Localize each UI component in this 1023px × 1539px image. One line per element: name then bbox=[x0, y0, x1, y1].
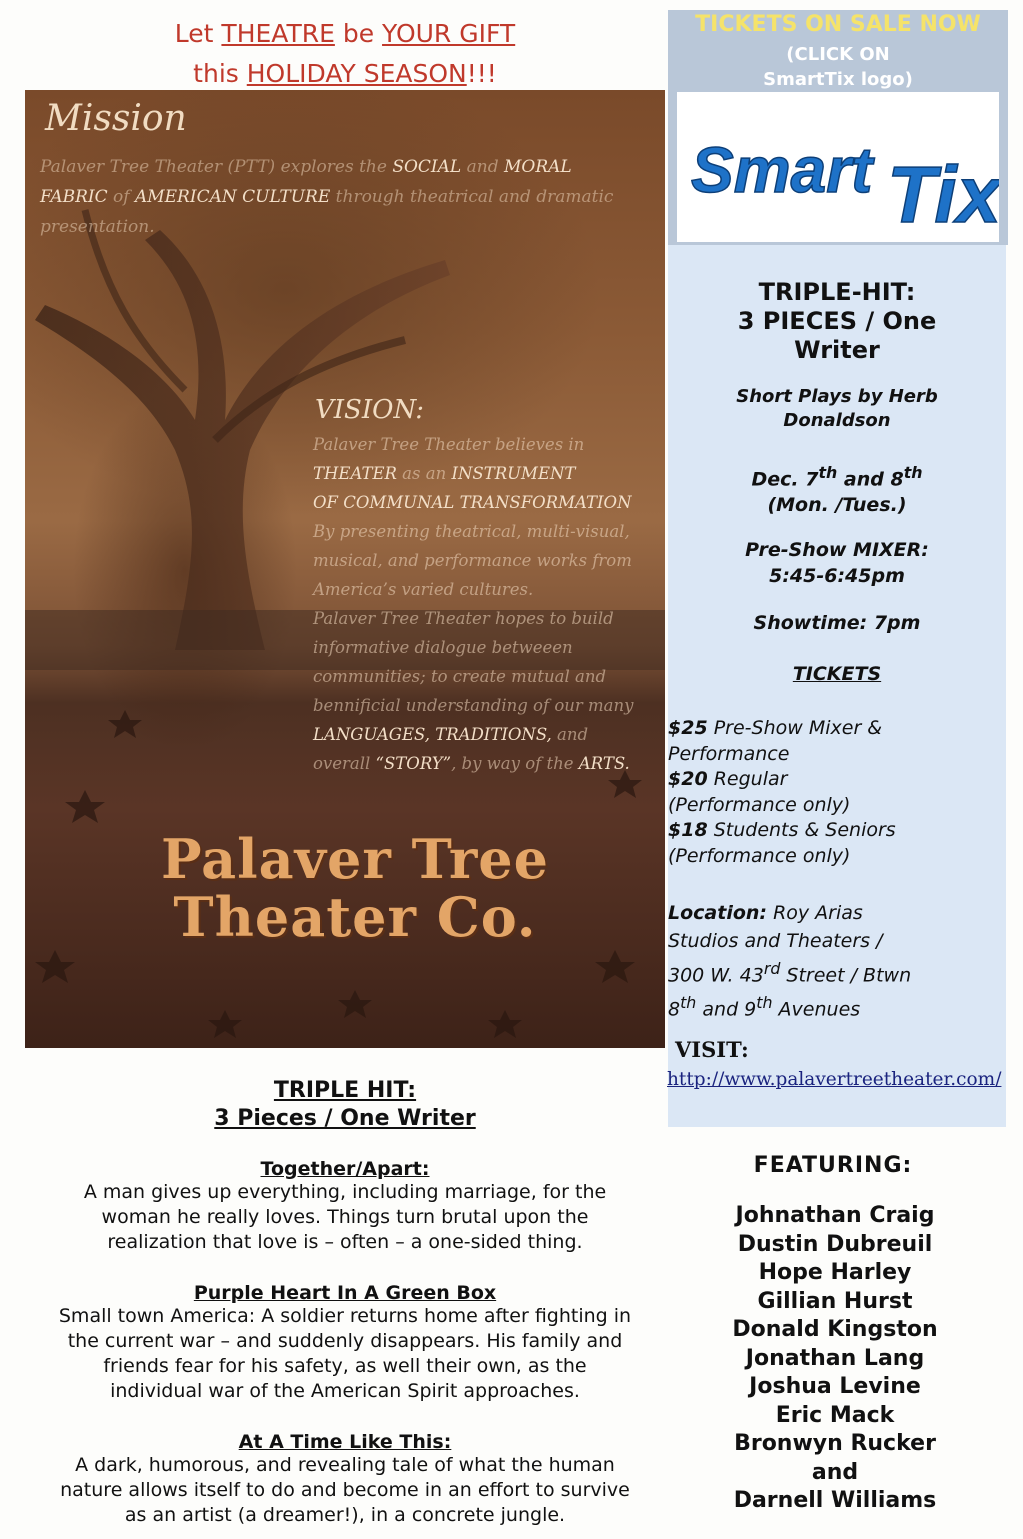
tickets-heading: TICKETS bbox=[792, 663, 882, 685]
tickets-title: TICKETS ON SALE NOW bbox=[695, 12, 981, 37]
company-name-line-2: Theater Co. bbox=[173, 885, 537, 949]
vision-line: musical, and performance works from bbox=[313, 551, 632, 570]
mission-text: Palaver Tree Theater (PTT) explores the SOCIAL and MORAL FABRIC of AMERICAN CULTURE through theatrical and dramatic presentation. bbox=[40, 157, 614, 237]
vision-line: Palaver Tree Theater believes in bbox=[313, 435, 585, 454]
cast-member: Gillian Hurst bbox=[757, 1288, 913, 1314]
smarttix-logo-smart: Smart bbox=[691, 134, 873, 206]
play-item bbox=[20, 1282, 670, 1404]
vision-line: America’s varied cultures. bbox=[313, 580, 534, 599]
cast-member: Eric Mack bbox=[775, 1402, 895, 1428]
pre-show-mixer bbox=[668, 537, 1006, 589]
vision-line: LANGUAGES, TRADITIONS, and bbox=[313, 725, 589, 744]
plays-heading: TRIPLE HIT: bbox=[273, 1078, 417, 1103]
tickets-instruction-line-1: (CLICK ON bbox=[786, 44, 890, 65]
vision-line: OF COMMUNAL TRANSFORMATION bbox=[313, 493, 632, 512]
play-title: Purple Heart In A Green Box bbox=[193, 1282, 497, 1304]
play-item bbox=[20, 1431, 670, 1528]
event-title bbox=[668, 278, 1006, 365]
smarttix-logo bbox=[677, 92, 999, 242]
vision-line: communities; to create mutual and bbox=[313, 667, 607, 686]
plays-subheading: 3 Pieces / One Writer bbox=[214, 1106, 476, 1131]
event-days: (Mon. /Tues.) bbox=[767, 494, 907, 517]
smarttix-logo-tix: Tix bbox=[887, 150, 999, 239]
cast-list bbox=[668, 1202, 1002, 1516]
venue-location: Location: Roy Arias Studios and Theaters / 300 W. 43rd Street / Btwn 8th and 9th Avenues bbox=[668, 902, 912, 1021]
byline-line-1: Short Plays by Herb bbox=[736, 386, 938, 407]
tickets-instruction-line-2: SmartTix logo) bbox=[763, 69, 913, 90]
showtime: Showtime: 7pm bbox=[753, 612, 921, 634]
cast-member: Dustin Dubreuil bbox=[737, 1231, 933, 1257]
cast-member: Darnell Williams bbox=[733, 1488, 937, 1513]
cast-member: Donald Kingston bbox=[732, 1317, 938, 1342]
event-byline bbox=[668, 385, 1006, 433]
cast-member: Bronwyn Rucker bbox=[734, 1431, 936, 1456]
vision-text bbox=[313, 430, 663, 778]
play-item bbox=[20, 1158, 670, 1255]
cast-member: Jonathan Lang bbox=[745, 1345, 925, 1371]
play-title: Together/Apart: bbox=[260, 1158, 430, 1180]
price-item: $18 Students & Seniors (Performance only) bbox=[668, 819, 896, 867]
vision-line: informative dialogue betweeen bbox=[313, 638, 573, 657]
vision-line: overall “STORY”, by way of the ARTS. bbox=[313, 754, 630, 773]
smarttix-logo-link[interactable] bbox=[677, 92, 999, 242]
cast-member: Johnathan Craig bbox=[735, 1203, 935, 1228]
price-item: $20 Regular (Performance only) bbox=[668, 768, 851, 816]
play-description: A dark, humorous, and revealing tale of what the human nature allows itself to do and become in an effort to survive as an artist (a dreamer!), in a concrete jungle. bbox=[60, 1454, 630, 1526]
vision-line: THEATER as an INSTRUMENT bbox=[313, 464, 576, 483]
tickets-instruction bbox=[668, 42, 1008, 92]
company-name-line-1: Palaver Tree bbox=[160, 827, 550, 891]
website-link[interactable]: http://www.palavertreetheater.com/ bbox=[667, 1069, 1002, 1090]
holiday-headline bbox=[20, 14, 670, 94]
headline-line-2: this HOLIDAY SEASON!!! bbox=[193, 59, 497, 88]
byline-line-2: Donaldson bbox=[783, 410, 891, 431]
play-description: A man gives up everything, including marriage, for the woman he really loves. Things turn brutal upon the realization that love is – often – a one-sided thing. bbox=[83, 1181, 607, 1253]
play-description: Small town America: A soldier returns home after fighting in the current war – and suddenly disappears. His family and friends fear for his safety, as well their own, as the individual war of the American Spirit approaches. bbox=[58, 1305, 632, 1402]
mission-title: Mission bbox=[45, 98, 187, 139]
vision-line: bennificial understanding of our many bbox=[313, 696, 634, 715]
cast-conjunction: and bbox=[811, 1459, 859, 1485]
play-title: At A Time Like This: bbox=[238, 1431, 452, 1453]
event-title-line-3: Writer bbox=[794, 336, 880, 364]
vision-line: Palaver Tree Theater hopes to build bbox=[313, 609, 614, 628]
price-item: $25 Pre-Show Mixer & Performance bbox=[668, 717, 883, 765]
mixer-label: Pre-Show MIXER: bbox=[745, 539, 929, 561]
featuring-title: FEATURING: bbox=[753, 1153, 913, 1178]
cast-member: Hope Harley bbox=[758, 1260, 912, 1285]
poster-image bbox=[25, 90, 665, 1048]
company-name bbox=[65, 827, 645, 949]
event-title-line-1: TRIPLE-HIT: bbox=[758, 278, 916, 306]
vision-title: VISION: bbox=[315, 395, 425, 425]
event-dates: Dec. 7th and 8th (Mon. /Tues.) bbox=[668, 460, 1006, 518]
event-title-line-2: 3 PIECES / One bbox=[737, 307, 937, 335]
headline-line-1: Let THEATRE be YOUR GIFT bbox=[174, 19, 516, 48]
vision-line: By presenting theatrical, multi-visual, bbox=[313, 522, 630, 541]
mixer-time: 5:45-6:45pm bbox=[769, 565, 905, 587]
cast-member: Joshua Levine bbox=[749, 1374, 921, 1399]
visit-label: VISIT: bbox=[675, 1037, 749, 1062]
